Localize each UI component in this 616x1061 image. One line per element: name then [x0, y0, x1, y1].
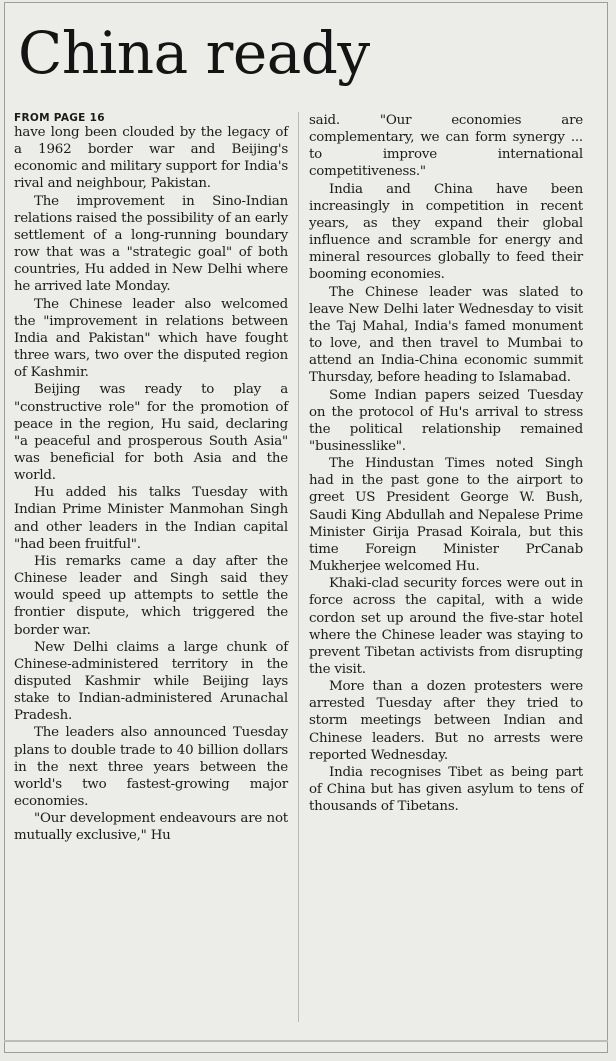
paragraph: India recognises Tibet as being part of China but has given asylum to tens of thousands of Tibetans. — [309, 764, 583, 815]
dateline: FROM PAGE 16 — [14, 112, 105, 124]
paragraph: Beijing was ready to play a "constructive role" for the promotion of peace in the region, Hu said, declaring "a peaceful and prosperous South Asia" was beneficial for both Asia and the world. — [14, 382, 288, 484]
article-column-left — [14, 112, 288, 845]
paragraph: Hu added his talks Tuesday with Indian Prime Minister Manmohan Singh and other leaders in the Indian capital "had been fruitful". — [14, 485, 288, 552]
paragraph: His remarks came a day after the Chinese leader and Singh said they would speed up attempts to settle the frontier dispute, which triggered the border war. — [14, 553, 288, 638]
clipping-bottom-edge — [4, 1040, 608, 1042]
paragraph: The Chinese leader was slated to leave New Delhi later Wednesday to visit the Taj Mahal, India's famed monument to love, and then travel to Mumbai to attend an India-China economic summit Thursday, before heading to Islamabad. — [309, 284, 583, 386]
paragraph: have long been clouded by the legacy of a 1962 border war and Beijing's economic and military support for India's rival and neighbour, Pakistan. — [14, 125, 288, 192]
paragraph: Some Indian papers seized Tuesday on the protocol of Hu's arrival to stress the political relationship remained "businesslike". — [309, 387, 583, 454]
paragraph: The improvement in Sino-Indian relations raised the possibility of an early settlement of a long-running boundary row that was a "strategic goal" of both countries, Hu added in New Delhi where he arrived late Monday. — [14, 193, 288, 295]
headline: China ready — [18, 19, 370, 87]
paragraph: "Our development endeavours are not mutually exclusive," Hu — [14, 811, 288, 844]
paragraph: The Hindustan Times noted Singh had in the past gone to the airport to greet US President George W. Bush, Saudi King Abdullah and Nepalese Prime Minister Girija Prasad Koirala, but this time Foreign Minister PrCanab Mukherjee welcomed Hu. — [309, 456, 583, 575]
paragraph: New Delhi claims a large chunk of Chinese-administered territory in the disputed Kashmir while Beijing lays stake to Indian-administered Arunachal Pradesh. — [14, 639, 288, 724]
paragraph: The Chinese leader also welcomed the "improvement in relations between India and Pakistan" which have fought three wars, two over the disputed region of Kashmir. — [14, 296, 288, 381]
paragraph: India and China have been increasingly in competition in recent years, as they expand their global influence and scramble for energy and mineral resources globally to feed their booming economies. — [309, 181, 583, 283]
paragraph: The leaders also announced Tuesday plans to double trade to 40 billion dollars in the next three years between the world's two fastest-growing major economies. — [14, 725, 288, 810]
paragraph: said. "Our economies are complementary, we can form synergy ... to improve international competitiveness." — [309, 113, 583, 180]
paragraph: More than a dozen protesters were arrested Tuesday after they tried to storm meetings between Indian and Chinese leaders. But no arrests were reported Wednesday. — [309, 679, 583, 763]
article-column-right — [309, 112, 583, 815]
paragraph: Khaki-clad security forces were out in force across the capital, with a wide cordon set up around the five-star hotel where the Chinese leader was staying to prevent Tibetan activists from disrupting the visit. — [309, 576, 583, 677]
column-divider — [298, 112, 299, 1022]
